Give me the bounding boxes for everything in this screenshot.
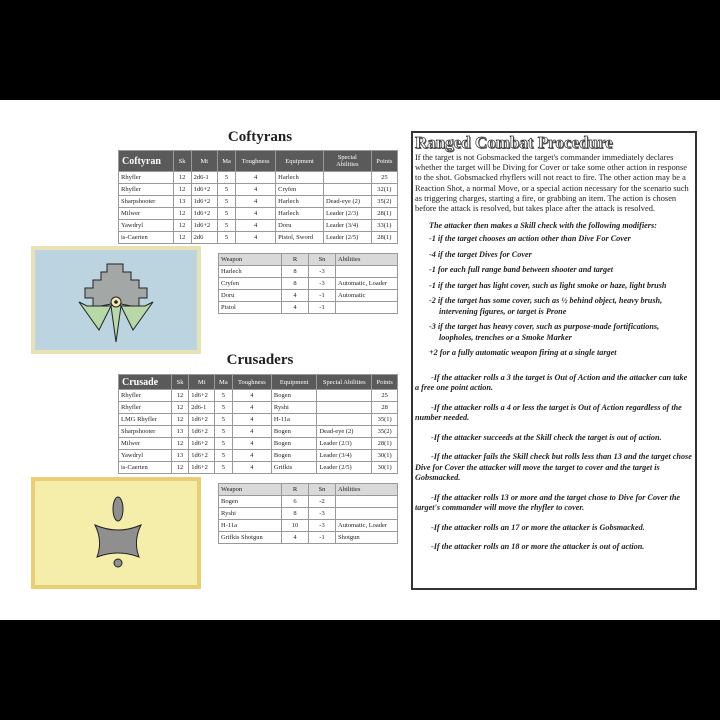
table-cell: 5 bbox=[217, 184, 235, 196]
outcome-text: -If the attacker rolls a 3 the target is Out of Action and the attacker can take a free one point action. bbox=[415, 372, 688, 393]
table-cell: 5 bbox=[217, 172, 235, 184]
table-row bbox=[119, 184, 398, 196]
table-cell: -1 bbox=[309, 290, 336, 302]
table-cell: 4 bbox=[236, 208, 276, 220]
table-row bbox=[119, 414, 398, 426]
table-cell: 4 bbox=[282, 290, 309, 302]
table-cell: 5 bbox=[217, 208, 235, 220]
procedure-title: Ranged Combat Procedure bbox=[415, 133, 613, 152]
table-cell: Harlech bbox=[276, 196, 324, 208]
table-cell: Grifkis Shotgun bbox=[219, 532, 282, 544]
table-cell: 1d6+2 bbox=[189, 414, 215, 426]
table-cell: 28(1) bbox=[371, 232, 397, 244]
table-cell: Cryfen bbox=[276, 184, 324, 196]
table-cell: 12 bbox=[173, 220, 191, 232]
col-header: Abilities bbox=[336, 484, 398, 496]
table-cell: 4 bbox=[232, 438, 271, 450]
table-cell: 4 bbox=[232, 414, 271, 426]
table-cell: 25 bbox=[371, 172, 397, 184]
table-cell: Harlech bbox=[276, 172, 324, 184]
table-cell bbox=[323, 184, 371, 196]
col-header: Weapon bbox=[219, 484, 282, 496]
table-row bbox=[119, 450, 398, 462]
table-cell: Bogen bbox=[271, 438, 316, 450]
col-header: Points bbox=[371, 151, 397, 172]
table-cell bbox=[317, 402, 372, 414]
table-cell: 12 bbox=[171, 462, 188, 474]
table-cell bbox=[317, 390, 372, 402]
table-cell: Doru bbox=[219, 290, 282, 302]
table-cell: -3 bbox=[309, 508, 336, 520]
table-cell: 4 bbox=[236, 172, 276, 184]
table-cell: 5 bbox=[217, 232, 235, 244]
table-cell: Shotgun bbox=[336, 532, 398, 544]
table-row bbox=[119, 172, 398, 184]
table-cell: 6 bbox=[282, 496, 309, 508]
table-cell: Yawdryl bbox=[119, 450, 172, 462]
table-cell: Leader (2/3) bbox=[323, 208, 371, 220]
table-cell: 1d6+2 bbox=[189, 390, 215, 402]
table-cell: 4 bbox=[232, 426, 271, 438]
table-row bbox=[219, 532, 398, 544]
table-cell: 8 bbox=[282, 266, 309, 278]
col-header: Special Abilities bbox=[323, 151, 371, 172]
table-cell: 10 bbox=[282, 520, 309, 532]
table-cell: Automatic, Loader bbox=[336, 520, 398, 532]
table-cell: Rhyfler bbox=[119, 184, 174, 196]
table-cell: is-Caerten bbox=[119, 462, 172, 474]
table-cell: 32(1) bbox=[371, 184, 397, 196]
table-cell: 12 bbox=[171, 390, 188, 402]
list-item: -1 if the target has light cover, such as light smoke or haze, light brush bbox=[429, 280, 667, 290]
table-cell: Leader (2/5) bbox=[323, 232, 371, 244]
col-header: Weapon bbox=[219, 254, 282, 266]
table-row bbox=[119, 402, 398, 414]
rulebook-page bbox=[0, 100, 720, 620]
outcome-text: -If the attacker rolls an 17 or more the attacker is Gobsmacked. bbox=[431, 522, 645, 532]
table-cell: 5 bbox=[215, 438, 233, 450]
table-cell: 5 bbox=[215, 414, 233, 426]
table-cell: 1d6+2 bbox=[191, 220, 217, 232]
table-cell: Harlech bbox=[219, 266, 282, 278]
outcome-text: -If the attacker succeeds at the Skill check the target is out of action. bbox=[431, 432, 662, 442]
crusader-emblem-icon bbox=[35, 481, 197, 585]
col-header: Points bbox=[372, 375, 398, 390]
table-cell: Sharpshooter bbox=[119, 426, 172, 438]
table-cell: Sharpshooter bbox=[119, 196, 174, 208]
crusader-flag bbox=[31, 477, 201, 589]
table-cell: Rhyfler bbox=[119, 390, 172, 402]
table-cell: 5 bbox=[215, 426, 233, 438]
table-cell bbox=[336, 508, 398, 520]
col-header: Equipment bbox=[276, 151, 324, 172]
table-cell: 35(1) bbox=[372, 414, 398, 426]
table-cell: 8 bbox=[282, 508, 309, 520]
col-header: Sn bbox=[309, 484, 336, 496]
table-cell: 5 bbox=[215, 462, 233, 474]
table-cell: Ryshi bbox=[271, 402, 316, 414]
table-cell: Dead-eye (2) bbox=[317, 426, 372, 438]
table-cell: Milwer bbox=[119, 208, 174, 220]
col-header: Sk bbox=[171, 375, 188, 390]
col-header: Abilities bbox=[336, 254, 398, 266]
table-cell: 28(1) bbox=[372, 438, 398, 450]
table-row bbox=[219, 508, 398, 520]
table-cell: 4 bbox=[232, 390, 271, 402]
table-cell: 1d6+2 bbox=[189, 462, 215, 474]
modifier-list bbox=[413, 234, 695, 359]
table-cell: is-Caerten bbox=[119, 232, 174, 244]
col-header: Toughness bbox=[232, 375, 271, 390]
col-header: Toughness bbox=[236, 151, 276, 172]
table-cell: 30(1) bbox=[372, 450, 398, 462]
list-item: -1 for each full range band between shooter and target bbox=[429, 265, 613, 275]
table-cell: 1d6+2 bbox=[189, 450, 215, 462]
coftyran-emblem-icon bbox=[35, 250, 197, 350]
table-cell: 8 bbox=[282, 278, 309, 290]
table-cell: Doru bbox=[276, 220, 324, 232]
table-cell: Yawdryl bbox=[119, 220, 174, 232]
table-cell: Ryshi bbox=[219, 508, 282, 520]
table-cell: 2d6-1 bbox=[191, 172, 217, 184]
table-cell: Dead-eye (2) bbox=[323, 196, 371, 208]
table-row bbox=[219, 290, 398, 302]
table-cell: Automatic bbox=[336, 290, 398, 302]
table-cell: 28 bbox=[372, 402, 398, 414]
col-header: Crusade bbox=[119, 375, 172, 390]
list-item: +2 for a fully automatic weapon firing at a single target bbox=[429, 348, 617, 358]
table-cell: Harlech bbox=[276, 208, 324, 220]
unit-table-coftyrans bbox=[118, 150, 398, 244]
col-header: R bbox=[282, 484, 309, 496]
coftyran-flag bbox=[31, 246, 201, 354]
table-cell: 12 bbox=[173, 172, 191, 184]
table-cell: 4 bbox=[236, 220, 276, 232]
table-cell: 30(1) bbox=[372, 462, 398, 474]
procedure-lead: The attacker then makes a Skill check with the following modifiers: bbox=[429, 221, 657, 231]
col-header: Equipment bbox=[271, 375, 316, 390]
table-cell bbox=[323, 172, 371, 184]
table-cell: 4 bbox=[232, 450, 271, 462]
table-cell: 4 bbox=[236, 232, 276, 244]
table-cell: Leader (2/3) bbox=[317, 438, 372, 450]
table-cell bbox=[336, 266, 398, 278]
table-cell: 5 bbox=[215, 402, 233, 414]
table-row bbox=[119, 390, 398, 402]
unit-table-header bbox=[119, 375, 398, 390]
table-row bbox=[219, 278, 398, 290]
table-cell: 4 bbox=[236, 196, 276, 208]
table-row bbox=[219, 302, 398, 314]
table-row bbox=[119, 438, 398, 450]
table-cell: 1d6+2 bbox=[189, 438, 215, 450]
table-cell: 12 bbox=[171, 414, 188, 426]
table-cell: 4 bbox=[282, 302, 309, 314]
table-cell: H-11a bbox=[271, 414, 316, 426]
table-cell: Bogen bbox=[271, 450, 316, 462]
table-cell: 5 bbox=[217, 220, 235, 232]
table-cell: 12 bbox=[173, 184, 191, 196]
ranged-combat-procedure-panel bbox=[411, 131, 697, 590]
weapon-table-coftyrans bbox=[218, 253, 398, 314]
list-item: -3 if the target has heavy cover, such as purpose-made fortifications, loopholes, trenches or a Smoke Marker bbox=[429, 322, 660, 342]
table-cell: 4 bbox=[282, 532, 309, 544]
table-row bbox=[219, 266, 398, 278]
table-cell: Bogen bbox=[271, 426, 316, 438]
table-cell: H-11a bbox=[219, 520, 282, 532]
table-cell: 13 bbox=[171, 426, 188, 438]
faction-title-coftyrans: Coftyrans bbox=[227, 129, 293, 145]
table-cell: Rhyfler bbox=[119, 172, 174, 184]
outcome-text: -If the attacker rolls 13 or more and the target chose to Dive for Cover the target's commander will move the rhyfler to cover. bbox=[415, 492, 681, 513]
table-cell: Leader (2/5) bbox=[317, 462, 372, 474]
table-cell: Bogen bbox=[271, 390, 316, 402]
table-cell: 12 bbox=[171, 438, 188, 450]
table-cell: 1d6+2 bbox=[189, 426, 215, 438]
table-cell bbox=[317, 414, 372, 426]
table-cell: Rhyfler bbox=[119, 402, 172, 414]
unit-table-crusaders bbox=[118, 374, 398, 474]
weapon-table-crusaders bbox=[218, 483, 398, 544]
unit-table-header bbox=[119, 151, 398, 172]
table-cell: 1d6+2 bbox=[191, 208, 217, 220]
table-cell: -3 bbox=[309, 278, 336, 290]
table-cell: 35(2) bbox=[372, 426, 398, 438]
table-row bbox=[119, 462, 398, 474]
table-row bbox=[219, 520, 398, 532]
table-cell: LMG Rhyfler bbox=[119, 414, 172, 426]
list-item: -2 if the target has some cover, such as ½ behind object, heavy brush, intervening figures, or target is Prone bbox=[429, 296, 663, 316]
table-cell: Milwer bbox=[119, 438, 172, 450]
col-header: Mt bbox=[191, 151, 217, 172]
table-cell: 4 bbox=[232, 462, 271, 474]
table-cell: Pistol, Sword bbox=[276, 232, 324, 244]
table-cell: -2 bbox=[309, 496, 336, 508]
table-cell: Automatic, Loader bbox=[336, 278, 398, 290]
col-header: Coftyran bbox=[119, 151, 174, 172]
col-header: Mt bbox=[189, 375, 215, 390]
col-header: Ma bbox=[217, 151, 235, 172]
col-header: R bbox=[282, 254, 309, 266]
table-cell: 1d6+2 bbox=[191, 184, 217, 196]
table-cell: -3 bbox=[309, 520, 336, 532]
col-header: Ma bbox=[215, 375, 233, 390]
table-cell: 33(1) bbox=[371, 220, 397, 232]
table-cell: -1 bbox=[309, 532, 336, 544]
table-cell: 25 bbox=[372, 390, 398, 402]
procedure-intro: If the target is not Gobsmacked the target's commander immediately declares whether the target will be Diving for Cover or take some other action in response to the shot. Gobsmacked rhyflers will not react to fire. The other action may be a Reaction Shot, a normal Move, or a special action necessary for the scenario such as triggering charges, starting a fire, or grabbing an item. The action is chosen before the attack is resolved, but takes place after the attack is resolved. bbox=[415, 153, 689, 214]
table-cell: Bogen bbox=[219, 496, 282, 508]
table-cell: 4 bbox=[236, 184, 276, 196]
table-cell: 35(2) bbox=[371, 196, 397, 208]
col-header: Sk bbox=[173, 151, 191, 172]
table-cell: 5 bbox=[215, 390, 233, 402]
table-cell: Grifkis bbox=[271, 462, 316, 474]
table-cell: 2d6-1 bbox=[189, 402, 215, 414]
table-cell: 4 bbox=[232, 402, 271, 414]
faction-title-crusaders: Crusaders bbox=[226, 352, 294, 368]
table-cell: 1d6+2 bbox=[191, 196, 217, 208]
table-cell: 13 bbox=[173, 196, 191, 208]
table-cell: 5 bbox=[215, 450, 233, 462]
table-cell: 13 bbox=[171, 450, 188, 462]
col-header: Sn bbox=[309, 254, 336, 266]
table-row bbox=[119, 208, 398, 220]
table-cell: 12 bbox=[173, 208, 191, 220]
table-cell: 12 bbox=[171, 402, 188, 414]
table-cell bbox=[336, 302, 398, 314]
col-header: Special Abilities bbox=[317, 375, 372, 390]
weapon-table-header bbox=[219, 484, 398, 496]
table-row bbox=[219, 496, 398, 508]
table-cell: Leader (3/4) bbox=[317, 450, 372, 462]
table-cell: 2d6 bbox=[191, 232, 217, 244]
outcome-text: -If the attacker rolls a 4 or less the target is Out of Action regardless of the number needed. bbox=[415, 402, 682, 423]
table-row bbox=[119, 196, 398, 208]
table-row bbox=[119, 426, 398, 438]
table-cell: 5 bbox=[217, 196, 235, 208]
table-row bbox=[119, 232, 398, 244]
table-cell: Cryfen bbox=[219, 278, 282, 290]
table-cell bbox=[336, 496, 398, 508]
table-cell: Leader (3/4) bbox=[323, 220, 371, 232]
table-cell: -3 bbox=[309, 266, 336, 278]
table-cell: 28(1) bbox=[371, 208, 397, 220]
weapon-table-header bbox=[219, 254, 398, 266]
outcome-text: -If the attacker rolls an 18 or more the attacker is out of action. bbox=[431, 542, 645, 552]
table-row bbox=[119, 220, 398, 232]
table-cell: Pistol bbox=[219, 302, 282, 314]
list-item: -1 if the target chooses an action other than Dive For Cover bbox=[429, 234, 631, 244]
table-cell: 12 bbox=[173, 232, 191, 244]
outcome-text: -If the attacker fails the Skill check but rolls less than 13 and the target chose Dive for Cover the attacker will move the target to cover and the target is Gobsmacked. bbox=[415, 452, 692, 483]
list-item: -4 if the target Dives for Cover bbox=[429, 249, 532, 259]
table-cell: -1 bbox=[309, 302, 336, 314]
